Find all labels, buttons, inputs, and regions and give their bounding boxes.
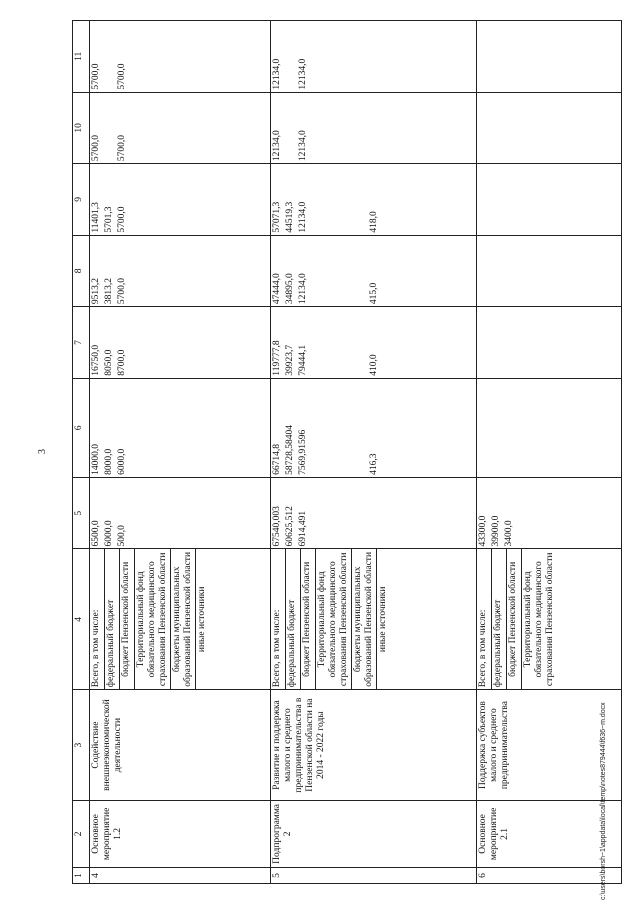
column-header: 11 xyxy=(73,21,90,93)
value xyxy=(129,164,187,235)
row-type: Основное мероприятие 2.1 xyxy=(476,800,621,867)
value xyxy=(490,307,503,378)
value: 5700,0 xyxy=(116,63,127,90)
column-header: 3 xyxy=(73,690,90,801)
value: 415,0 xyxy=(369,282,380,305)
value xyxy=(503,236,516,307)
value xyxy=(310,21,368,92)
funding-source: бюджет Пензенской области xyxy=(507,549,522,689)
value xyxy=(223,307,236,378)
value xyxy=(404,379,417,477)
value xyxy=(516,164,574,235)
value xyxy=(503,21,516,92)
value xyxy=(490,236,503,307)
column-header: 8 xyxy=(73,235,90,307)
value xyxy=(404,21,417,92)
footer-path: c:\users\borsh~1\appdata\local\temp\notes879444\f636~m.docx xyxy=(600,702,607,900)
value: 67540,003 xyxy=(272,506,283,547)
value xyxy=(404,478,417,549)
value: 5700,0 xyxy=(116,134,127,162)
value-cell xyxy=(271,21,477,93)
value: 8000,0 xyxy=(103,448,114,475)
funding-source: бюджеты муниципальных образований Пензенской области xyxy=(171,549,196,689)
funding-source: бюджет Пензенской области xyxy=(120,549,135,689)
value: 410,0 xyxy=(369,354,380,376)
value xyxy=(129,379,187,477)
funding-source: Территориальный фонд обязательного медицинского страхования Пензенской области xyxy=(316,549,352,689)
value xyxy=(187,307,223,378)
value-cell xyxy=(89,477,270,549)
funding-source: Территориальный фонд обязательного медицинского страхования Пензенской области xyxy=(522,552,555,687)
value-cell xyxy=(89,378,270,477)
value: 5700,0 xyxy=(90,134,101,162)
row-number: 4 xyxy=(89,867,270,883)
value xyxy=(490,379,503,477)
value: 39900,0 xyxy=(490,515,501,547)
value-cell xyxy=(476,378,621,477)
value xyxy=(187,164,223,235)
value xyxy=(368,93,404,164)
value-cell xyxy=(89,21,270,93)
value-cell xyxy=(89,164,270,236)
funding-source: Всего, в том числе: xyxy=(90,549,105,689)
value: 43300,0 xyxy=(477,515,488,547)
value: 11401,3 xyxy=(90,202,101,233)
funding-source: Всего, в том числе: xyxy=(271,549,286,689)
column-header: 5 xyxy=(73,477,90,549)
value: 58728,58404 xyxy=(285,425,296,475)
value xyxy=(310,478,368,549)
value-cell xyxy=(271,307,477,379)
value xyxy=(187,93,223,164)
value: 6914,491 xyxy=(298,510,309,547)
value: 8700,0 xyxy=(116,349,127,376)
value-cell xyxy=(476,21,621,93)
funding-source: Территориальный фонд обязательного медицинского страхования Пензенской области xyxy=(135,549,171,689)
value: 12134,0 xyxy=(272,58,283,90)
value: 44519,3 xyxy=(285,201,296,233)
funding-source: бюджеты муниципальных образований Пензенской области xyxy=(352,549,377,689)
value xyxy=(477,21,490,92)
value xyxy=(516,93,574,164)
value xyxy=(503,164,516,235)
value xyxy=(516,307,574,378)
column-header: 9 xyxy=(73,164,90,236)
value xyxy=(129,93,187,164)
value: 39923,7 xyxy=(285,344,296,376)
value-cell xyxy=(271,378,477,477)
value: 7569,91596 xyxy=(298,429,309,475)
value xyxy=(404,93,417,164)
value: 47444,0 xyxy=(272,273,283,305)
value-cell xyxy=(476,307,621,379)
value: 12134,0 xyxy=(298,201,309,233)
value xyxy=(368,478,404,549)
value xyxy=(310,379,368,477)
value-cell xyxy=(271,235,477,307)
column-header: 4 xyxy=(73,549,90,690)
value xyxy=(284,21,297,92)
value: 34895,0 xyxy=(285,273,296,305)
value: 12134,0 xyxy=(272,130,283,162)
value xyxy=(223,93,236,164)
value-cell xyxy=(476,235,621,307)
funding-sources xyxy=(89,549,270,690)
value xyxy=(490,21,503,92)
value xyxy=(129,21,187,92)
funding-source: федеральный бюджет xyxy=(105,549,120,689)
value xyxy=(187,478,223,549)
value: 3813,2 xyxy=(103,278,114,305)
row-name: Поддержка субъектов малого и среднего предпринимательства xyxy=(476,690,621,801)
value: 12134,0 xyxy=(298,273,309,305)
value xyxy=(129,307,187,378)
value-cell xyxy=(271,92,477,164)
value xyxy=(490,93,503,164)
value xyxy=(284,93,297,164)
value xyxy=(187,379,223,477)
row-type: Подпрограмма 2 xyxy=(271,800,477,867)
value: 79444,1 xyxy=(298,344,309,376)
page-number: 3 xyxy=(37,449,48,454)
value-cell xyxy=(476,164,621,236)
value xyxy=(404,307,417,378)
value xyxy=(187,21,223,92)
value xyxy=(103,21,116,92)
funding-source: бюджет Пензенской области xyxy=(301,549,316,689)
value-cell xyxy=(271,477,477,549)
value: 60625,512 xyxy=(285,506,296,547)
value xyxy=(187,236,223,307)
value xyxy=(223,21,236,92)
budget-table xyxy=(72,20,622,884)
column-header: 6 xyxy=(73,378,90,477)
value xyxy=(516,21,574,92)
header-row xyxy=(73,21,90,884)
value-cell xyxy=(89,307,270,379)
value xyxy=(404,164,417,235)
value xyxy=(477,164,490,235)
value: 66714,8 xyxy=(272,444,283,475)
funding-source: иные источники xyxy=(377,586,388,653)
value: 416,3 xyxy=(369,453,380,475)
column-header: 1 xyxy=(73,867,90,883)
value: 12134,0 xyxy=(298,130,309,162)
value-cell xyxy=(271,164,477,236)
row-name: Развитие и поддержка малого и среднего предпринимательства в Пензенской области на 2014 - 2022 годы xyxy=(271,690,477,801)
value: 119777,8 xyxy=(272,340,283,376)
value: 5701,3 xyxy=(103,206,114,233)
value: 5700,0 xyxy=(90,63,101,90)
table-row xyxy=(271,21,477,884)
value xyxy=(516,379,574,477)
value: 9513,2 xyxy=(90,278,101,305)
value-cell xyxy=(89,235,270,307)
value xyxy=(129,236,187,307)
value xyxy=(129,478,187,549)
value-cell xyxy=(89,92,270,164)
value: 418,0 xyxy=(369,211,380,233)
value xyxy=(516,236,574,307)
value xyxy=(516,478,574,549)
value: 6500,0 xyxy=(90,520,101,547)
funding-source: федеральный бюджет xyxy=(286,549,301,689)
funding-sources xyxy=(476,549,621,690)
value: 57071,3 xyxy=(272,201,283,233)
value xyxy=(477,236,490,307)
value xyxy=(503,93,516,164)
value xyxy=(477,93,490,164)
value: 3400,0 xyxy=(503,520,514,547)
value xyxy=(223,164,236,235)
value xyxy=(310,93,368,164)
value: 6000,0 xyxy=(103,520,114,547)
value: 6000,0 xyxy=(116,448,127,475)
value: 5700,0 xyxy=(116,278,127,305)
value-cell xyxy=(476,92,621,164)
value xyxy=(223,379,236,477)
value: 8050,0 xyxy=(103,349,114,376)
column-header: 2 xyxy=(73,800,90,867)
value: 14000,0 xyxy=(90,444,101,475)
value xyxy=(223,478,236,549)
value xyxy=(477,307,490,378)
row-name: Содействие внешнеэкономической деятельности xyxy=(89,690,270,801)
funding-source: Всего, в том числе: xyxy=(477,549,492,689)
table-row xyxy=(89,21,270,884)
value-cell xyxy=(476,477,621,549)
value: 16750,0 xyxy=(90,344,101,376)
funding-source: федеральный бюджет xyxy=(492,549,507,689)
value xyxy=(503,379,516,477)
value xyxy=(490,164,503,235)
column-header: 7 xyxy=(73,307,90,379)
row-type: Основное мероприятие 1.2 xyxy=(89,800,270,867)
funding-sources xyxy=(271,549,477,690)
value xyxy=(368,21,404,92)
rotated-table-wrapper xyxy=(72,20,622,884)
value xyxy=(103,93,116,164)
value xyxy=(404,236,417,307)
value xyxy=(310,307,368,378)
column-header: 10 xyxy=(73,92,90,164)
value xyxy=(503,307,516,378)
value: 500,0 xyxy=(116,525,127,547)
value xyxy=(310,236,368,307)
row-number: 6 xyxy=(476,867,621,883)
row-number: 5 xyxy=(271,867,477,883)
value: 5700,0 xyxy=(116,206,127,233)
value xyxy=(310,164,368,235)
funding-source: иные источники xyxy=(196,586,207,653)
value xyxy=(477,379,490,477)
value: 12134,0 xyxy=(298,58,309,90)
value xyxy=(223,236,236,307)
